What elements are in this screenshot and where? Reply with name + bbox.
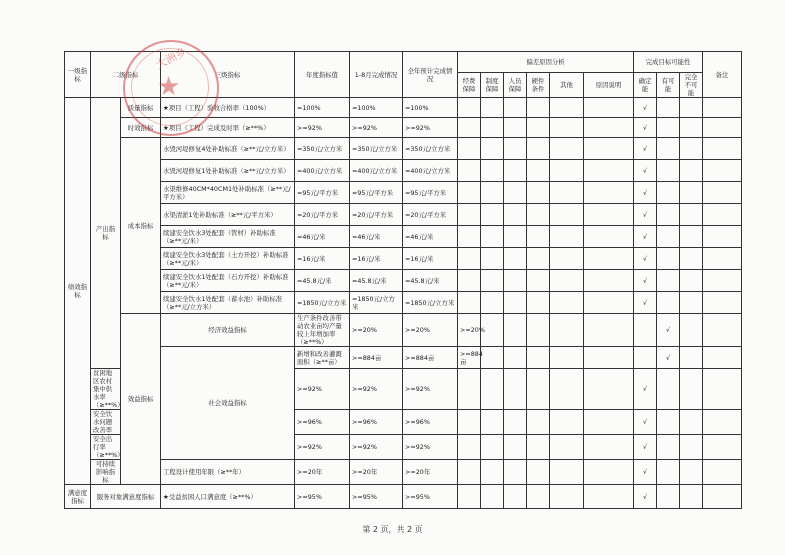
header-feas-maybe: 有可能 <box>657 73 680 98</box>
forecast-value: =400元/立方米 <box>403 160 458 182</box>
indicator-name: 续建安全饮水3处配套（管材）补助标准（≥**元/米） <box>161 226 295 248</box>
forecast-value: =45.8元/米 <box>403 270 458 292</box>
indicator-name: 工程设计使用年限（≥**年） <box>161 460 295 485</box>
header-feas-sure: 确定能 <box>634 73 657 98</box>
target-value: =95元/平方米 <box>295 182 350 204</box>
check-mark: √ <box>634 248 657 270</box>
group-sustain: 可持续影响指标 <box>91 460 121 485</box>
target-value: >=92% <box>295 435 350 460</box>
table-row <box>65 160 742 182</box>
forecast-value: >=20年 <box>403 460 458 485</box>
check-mark: √ <box>634 118 657 138</box>
table-row <box>65 98 742 118</box>
header-feas-no: 完全不可能 <box>680 73 703 98</box>
indicator-name: 续建安全饮水1处配套（石方开挖）补助标准（≥**元/米） <box>161 270 295 292</box>
actual-value: =350元/立方米 <box>350 138 403 160</box>
indicator-name: 安全出行率（≥**%） <box>91 435 121 460</box>
forecast-value: =1850元/立方米 <box>403 292 458 314</box>
indicator-name: 新增和改善灌溉面积（≥**亩） <box>295 347 350 369</box>
table-row <box>65 118 742 138</box>
group-benefit: 效益指标 <box>121 314 161 485</box>
forecast-value: =350元/立方米 <box>403 138 458 160</box>
check-mark: √ <box>634 410 657 435</box>
actual-value: =16元/米 <box>350 248 403 270</box>
check-mark: √ <box>634 160 657 182</box>
header-deviation: 偏差原因分析 <box>458 52 634 73</box>
forecast-value: =20元/平方米 <box>403 204 458 226</box>
group-economic: 经济效益指标 <box>161 314 295 347</box>
header-dev-staff: 人员保障 <box>504 73 527 98</box>
indicator-name: ★项目（工程）完成及时率（≥**%） <box>161 118 295 138</box>
performance-table <box>64 51 742 509</box>
check-mark: √ <box>657 314 680 347</box>
table-row <box>65 182 742 204</box>
header-dev-other: 其他 <box>550 73 584 98</box>
target-value: >=20% <box>350 314 403 347</box>
target-value: >=96% <box>295 410 350 435</box>
actual-value: >=20% <box>403 314 458 347</box>
indicator-name: 水毁河堤修复1处补助标准（≥**元/立方米） <box>161 160 295 182</box>
actual-value: =20元/平方米 <box>350 204 403 226</box>
check-mark: √ <box>634 226 657 248</box>
target-value: =45.8元/米 <box>295 270 350 292</box>
header-level2: 二级指标 <box>91 52 161 98</box>
group-cost: 成本指标 <box>121 138 161 314</box>
forecast-value: =46元/米 <box>403 226 458 248</box>
check-mark: √ <box>657 347 680 369</box>
indicator-name: 续建安全饮水3处配套（土方开挖）补助标准（≥**元/米） <box>161 248 295 270</box>
actual-value: >=96% <box>350 410 403 435</box>
header-full-year: 全年预计完成情况 <box>403 52 458 98</box>
header-annual-target: 年度指标值 <box>295 52 350 98</box>
check-mark: √ <box>634 435 657 460</box>
actual-value: >=20年 <box>350 460 403 485</box>
forecast-value: >=92% <box>403 118 458 138</box>
indicator-name: 安全饮水问题改善率 <box>91 410 121 435</box>
header-dev-funding: 经费保障 <box>458 73 481 98</box>
table-row <box>65 138 742 160</box>
group-quality: 质量指标 <box>121 98 161 118</box>
indicator-name: 水渠维修40CM*40CM1处补助标准（≥**元/平方米） <box>161 182 295 204</box>
table-row <box>65 226 742 248</box>
check-mark: √ <box>634 138 657 160</box>
target-value: =350元/立方米 <box>295 138 350 160</box>
header-level3: 三级指标 <box>161 52 295 98</box>
target-value: =400元/立方米 <box>295 160 350 182</box>
group-perf: 绩效指标 <box>65 98 91 485</box>
indicator-name: ★项目（工程）验收合格率（100%） <box>161 98 295 118</box>
group-timeliness: 时效指标 <box>121 118 161 138</box>
check-mark: √ <box>634 460 657 485</box>
target-value: =100% <box>295 98 350 118</box>
group-service: 服务对象满意度指标 <box>91 485 161 509</box>
header-dev-hardware: 硬件条件 <box>527 73 550 98</box>
check-mark: √ <box>634 98 657 118</box>
table-row <box>65 347 742 369</box>
target-value: =16元/米 <box>295 248 350 270</box>
check-mark: √ <box>634 270 657 292</box>
actual-value: =400元/立方米 <box>350 160 403 182</box>
forecast-value: >=96% <box>403 410 458 435</box>
target-value: >=92% <box>295 369 350 410</box>
header-dev-system: 制度保障 <box>481 73 504 98</box>
actual-value: >=95% <box>350 485 403 509</box>
actual-value: >=92% <box>350 369 403 410</box>
target-value: =46元/米 <box>295 226 350 248</box>
seal-text: 大洲乡 <box>153 44 189 72</box>
forecast-value: >=95% <box>403 485 458 509</box>
check-mark: √ <box>634 182 657 204</box>
table-row <box>65 248 742 270</box>
header-remark: 备注 <box>703 52 742 98</box>
check-mark: √ <box>634 369 657 410</box>
page-number: 第 2 页，共 2 页 <box>362 525 423 534</box>
table-row <box>65 292 742 314</box>
actual-value: =46元/米 <box>350 226 403 248</box>
indicator-name: ★受益贫困人口满意度（≥**%） <box>161 485 295 509</box>
group-output: 产出指标 <box>91 98 121 369</box>
header-level1: 一级指标 <box>65 52 91 98</box>
table-row <box>65 485 742 509</box>
actual-value: >=884亩 <box>403 347 458 369</box>
header-dev-explain: 原因说明 <box>584 73 634 98</box>
table-row <box>65 204 742 226</box>
forecast-value: >=20% <box>458 314 481 347</box>
target-value: >=95% <box>295 485 350 509</box>
forecast-value: >=92% <box>403 369 458 410</box>
indicator-name: 贫困地区农村集中供水率（≥**%） <box>91 369 121 410</box>
actual-value: =45.8元/米 <box>350 270 403 292</box>
table-row <box>65 314 742 347</box>
group-social: 社会效益指标 <box>161 347 295 460</box>
actual-value: >=92% <box>350 118 403 138</box>
forecast-value: >=92% <box>403 435 458 460</box>
header-feasibility: 完成目标可能性 <box>634 52 703 73</box>
indicator-name: 水渠清淤1处补助标准（≥**元/平方米） <box>161 204 295 226</box>
forecast-value: >=884亩 <box>458 347 481 369</box>
actual-value: =95元/平方米 <box>350 182 403 204</box>
target-value: >=92% <box>295 118 350 138</box>
actual-value: =100% <box>350 98 403 118</box>
target-value: >=20年 <box>295 460 350 485</box>
header-jan-aug: 1-8月完成情况 <box>350 52 403 98</box>
table-row <box>65 270 742 292</box>
target-value: =1850元/立方米 <box>295 292 350 314</box>
forecast-value: =95元/平方米 <box>403 182 458 204</box>
actual-value: >=92% <box>350 435 403 460</box>
check-mark: √ <box>634 204 657 226</box>
target-value: =20元/平方米 <box>295 204 350 226</box>
star-icon: ★ <box>157 72 181 102</box>
check-mark: √ <box>634 485 657 509</box>
indicator-name: 续建安全饮水1处配套（蓄水池）补助标准（≥**元/立方米） <box>161 292 295 314</box>
indicator-name: 水毁河堤修复4处补助标准（≥**元/立方米） <box>161 138 295 160</box>
target-value: >=884亩 <box>350 347 403 369</box>
forecast-value: =16元/米 <box>403 248 458 270</box>
group-satisfaction: 满意度指标 <box>65 485 91 509</box>
actual-value: =1850元/立方米 <box>350 292 403 314</box>
table-row <box>65 460 742 485</box>
indicator-name: 生产条件改善带动农业亩均产量较上年增加率（≥**%） <box>295 314 350 347</box>
forecast-value: =100% <box>403 98 458 118</box>
check-mark: √ <box>634 292 657 314</box>
